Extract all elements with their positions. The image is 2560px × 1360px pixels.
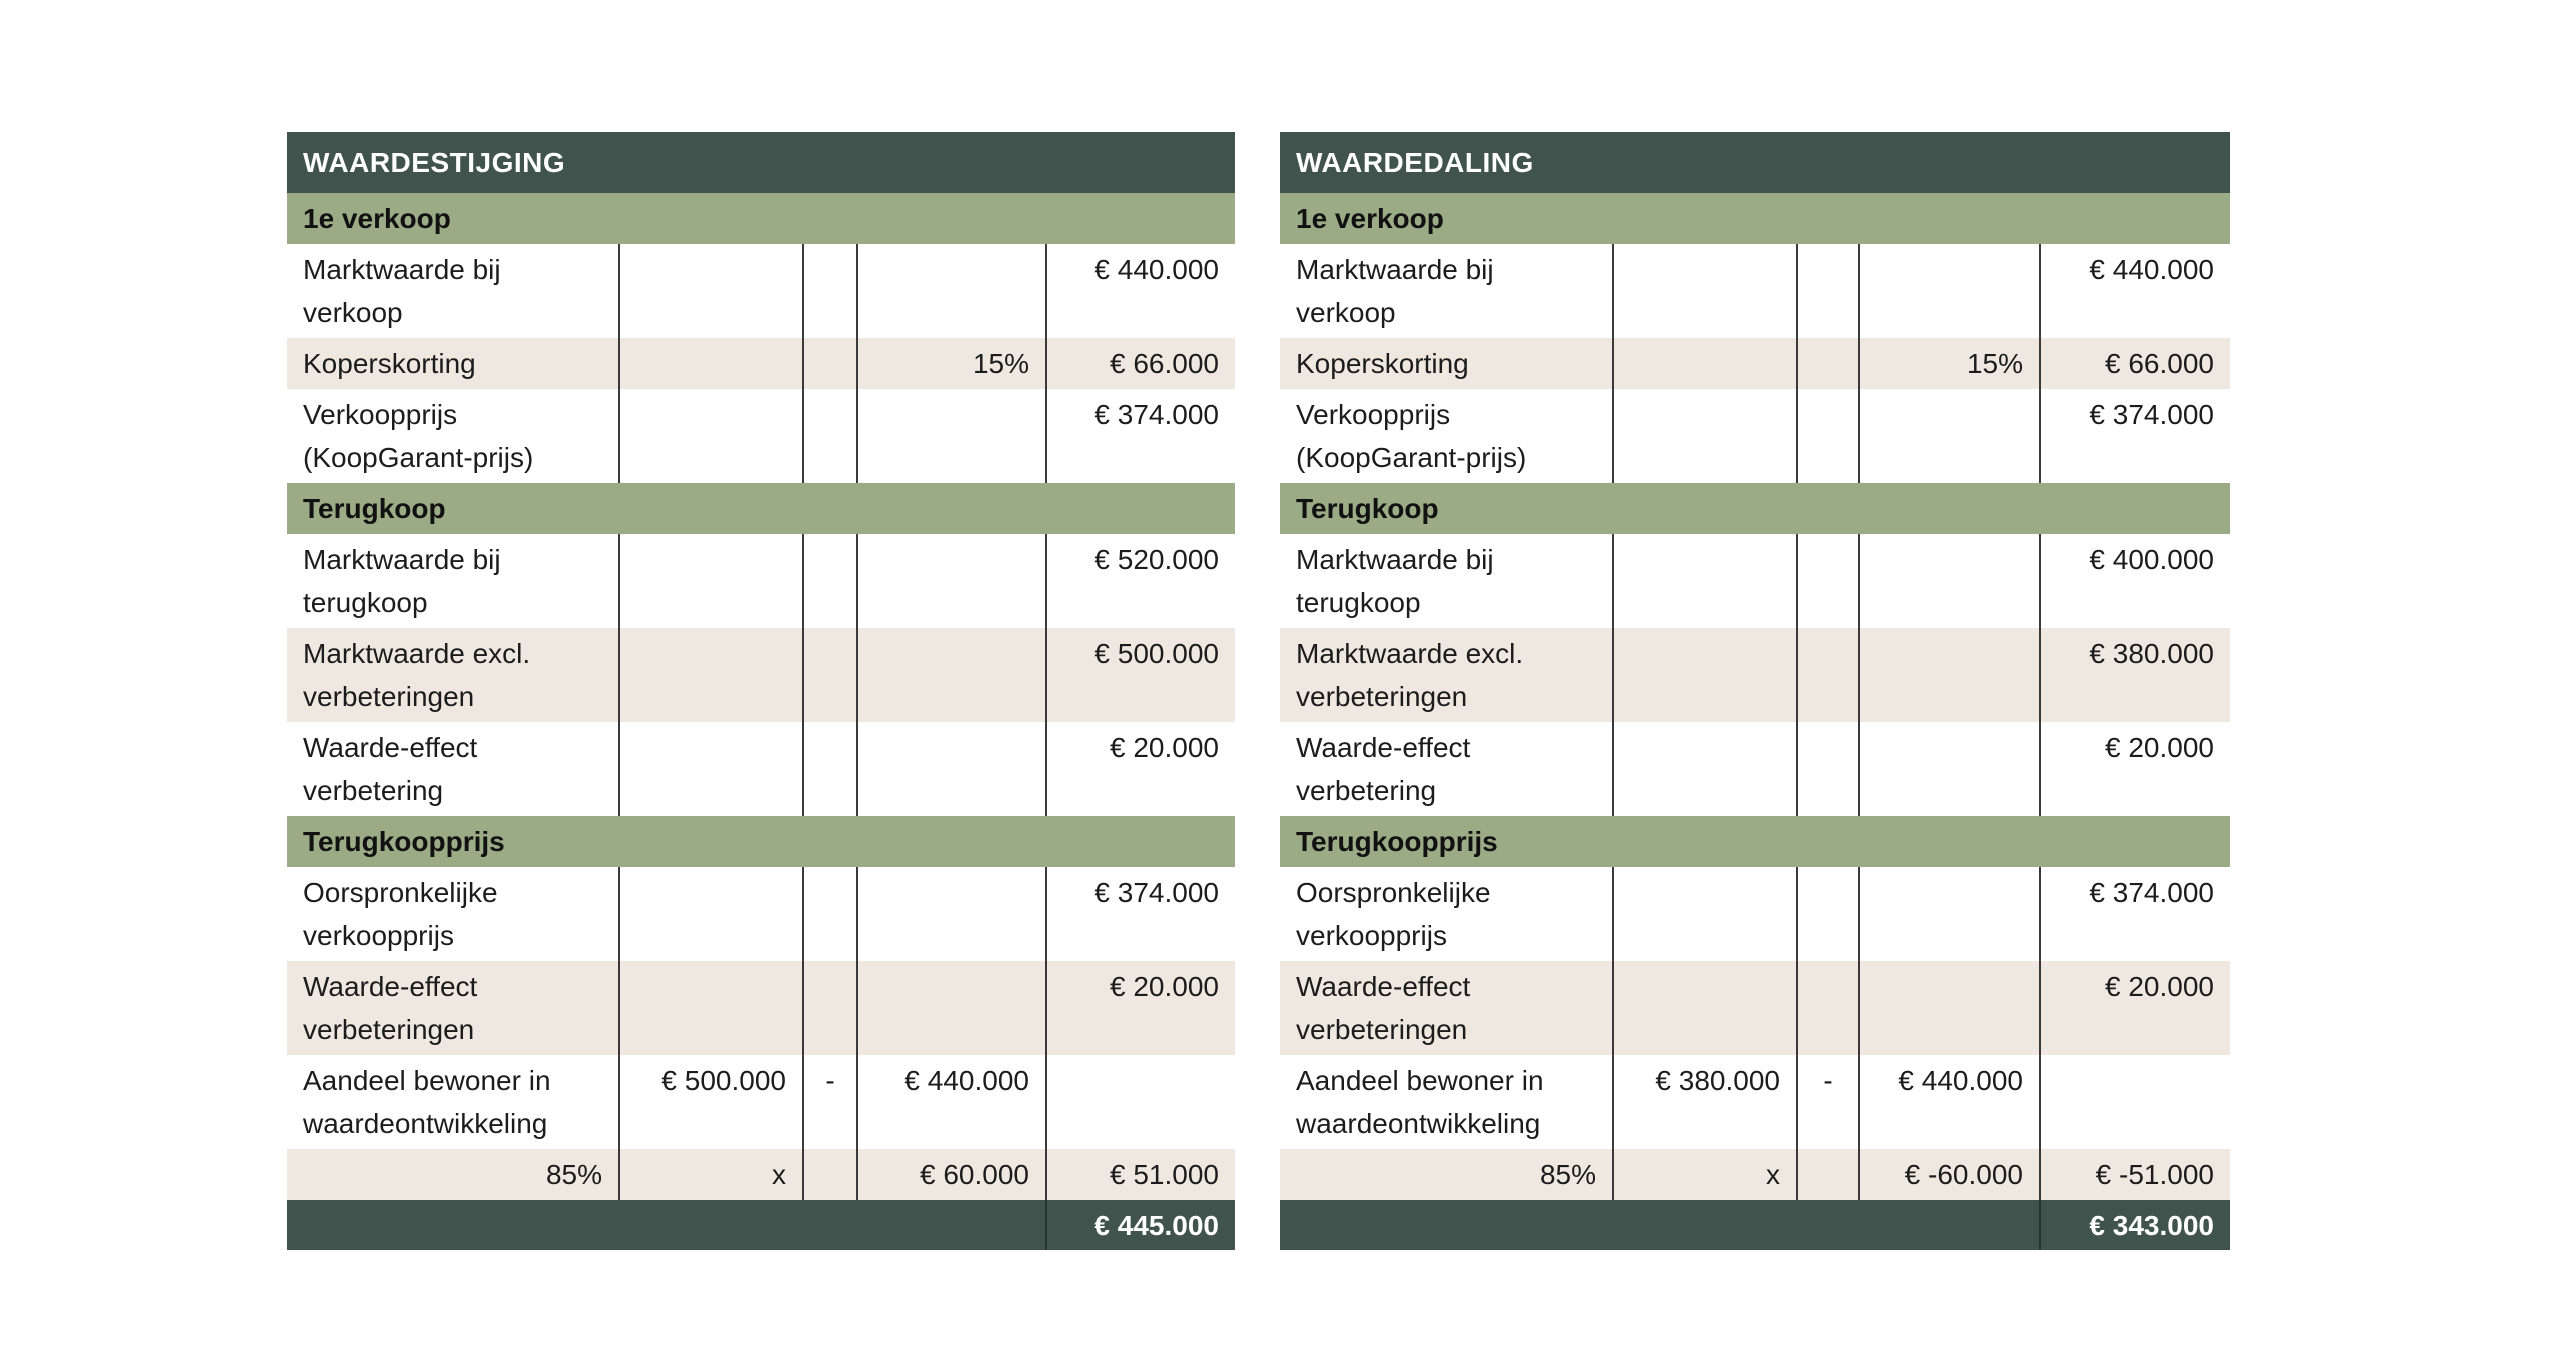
cell [1613,628,1797,722]
label-line: Waarde-effect [303,971,478,1002]
table-row [287,338,1235,389]
label-line: Aandeel bewoner in [303,1065,551,1096]
cell [1613,961,1797,1055]
minus-operator: - [1797,1055,1859,1149]
row-label [1280,534,1613,628]
row-value: € 20.000 [2040,961,2230,1055]
row-value: € 374.000 [1094,877,1219,908]
label-line: (KoopGarant-prijs) [303,442,534,473]
row-value: € 51.000 [1046,1149,1235,1200]
cell [1797,961,1859,1055]
total-value: € 445.000 [1046,1200,1235,1250]
cell [803,628,857,722]
cell [803,1149,857,1200]
cell [287,1200,619,1250]
label-line: verkoopprijs [1296,920,1447,951]
row-value: € 20.000 [1110,732,1219,763]
label-line: verbeteringen [303,1014,475,1045]
original-value-operand: € 440.000 [857,1055,1046,1149]
cell [1859,1200,2040,1250]
cell [619,534,803,628]
table-title: WAARDEDALING [1280,132,2230,193]
row-label [1280,244,1613,338]
cell [1280,1200,1613,1250]
label-line: terugkoop [1296,587,1421,618]
cell [803,244,857,338]
section-first-sale: 1e verkoop [1280,193,2230,244]
cell [1859,389,2040,483]
table-row [287,534,1235,628]
cell [1046,1055,1235,1149]
row-value: € 440.000 [2089,254,2214,285]
label-line: verkoop [1296,297,1396,328]
row-value: € 500.000 [1046,628,1235,722]
difference-value: € 60.000 [857,1149,1046,1200]
cell [803,338,857,389]
label-line: verbeteringen [303,681,475,712]
cell [1797,628,1859,722]
section-row [287,816,1235,867]
cell [1797,389,1859,483]
share-percent: 85% [1280,1149,1613,1200]
cell [619,867,803,961]
cell [619,389,803,483]
table-row [1280,1055,2230,1149]
label-line: Oorspronkelijke [303,877,498,908]
table-title: WAARDESTIJGING [287,132,1235,193]
cell [1613,1200,1797,1250]
label-line: waardeontwikkeling [303,1108,548,1139]
label-line: verbeteringen [1296,681,1468,712]
section-row [287,193,1235,244]
table-row [1280,1149,2230,1200]
cell [803,534,857,628]
row-value: € -51.000 [2040,1149,2230,1200]
cell [619,1200,803,1250]
label-line: Oorspronkelijke [1296,877,1491,908]
label-line: Verkoopprijs [1296,399,1451,430]
table-row [1280,867,2230,961]
discount-percent: 15% [857,338,1046,389]
label-line: Waarde-effect [1296,971,1471,1002]
row-value: € 374.000 [2089,399,2214,430]
row-label [287,1055,619,1149]
cell [2040,1055,2230,1149]
cell [619,338,803,389]
cell [857,628,1046,722]
discount-percent: 15% [1859,338,2040,389]
row-label: Koperskorting [287,338,619,389]
original-value-operand: € 440.000 [1859,1055,2040,1149]
cell [1797,722,1859,816]
cell [857,534,1046,628]
table-row [287,1149,1235,1200]
cell [619,961,803,1055]
label-line: Marktwaarde excl. [303,638,531,669]
table-title-row [287,132,1235,193]
cell [619,244,803,338]
minus-operator: - [803,1055,857,1149]
cell [619,722,803,816]
row-value: € 520.000 [1094,544,1219,575]
table-row [1280,244,2230,338]
cell [1613,534,1797,628]
label-line: Marktwaarde bij [303,544,501,575]
label-line: verbeteringen [1296,1014,1468,1045]
share-percent: 85% [287,1149,619,1200]
table-row [287,389,1235,483]
cell [1797,867,1859,961]
label-line: Marktwaarde excl. [1296,638,1524,669]
row-value: € 20.000 [2105,732,2214,763]
row-value: € 66.000 [1046,338,1235,389]
market-value-operand: € 380.000 [1613,1055,1797,1149]
value-increase-table [287,132,1235,1250]
cell [857,244,1046,338]
cell [1859,628,2040,722]
market-value-operand: € 500.000 [619,1055,803,1149]
multiply-operator: x [1613,1149,1797,1200]
table-row [287,1055,1235,1149]
table-row [1280,961,2230,1055]
table-row [1280,534,2230,628]
row-label [287,244,619,338]
cell [1859,961,2040,1055]
section-first-sale: 1e verkoop [287,193,1235,244]
label-line: Marktwaarde bij [1296,544,1494,575]
multiply-operator: x [619,1149,803,1200]
cell [1797,244,1859,338]
table-row [287,867,1235,961]
cell [1797,1200,1859,1250]
label-line: (KoopGarant-prijs) [1296,442,1527,473]
row-label [287,534,619,628]
label-line: Waarde-effect [1296,732,1471,763]
cell [857,961,1046,1055]
row-label [1280,867,1613,961]
label-line: waardeontwikkeling [1296,1108,1541,1139]
table-row [287,722,1235,816]
label-line: Verkoopprijs [303,399,458,430]
cell [803,1200,857,1250]
cell [1859,722,2040,816]
table-row [287,628,1235,722]
row-value: € 66.000 [2040,338,2230,389]
label-line: verbetering [303,775,444,806]
row-label [1280,722,1613,816]
label-line: verkoopprijs [303,920,454,951]
section-row [1280,483,2230,534]
cell [803,389,857,483]
section-row [287,483,1235,534]
label-line: Marktwaarde bij [303,254,501,285]
label-line: Aandeel bewoner in [1296,1065,1544,1096]
difference-value: € -60.000 [1859,1149,2040,1200]
row-value: € 374.000 [1094,399,1219,430]
cell [803,722,857,816]
total-value: € 343.000 [2040,1200,2230,1250]
row-label [1280,628,1613,722]
label-line: terugkoop [303,587,428,618]
row-label [287,389,619,483]
row-value: € 380.000 [2040,628,2230,722]
section-buyback: Terugkoop [1280,483,2230,534]
section-buyback-price: Terugkoopprijs [1280,816,2230,867]
cell [1797,338,1859,389]
total-row [1280,1200,2230,1250]
row-value: € 400.000 [2089,544,2214,575]
table-row [1280,628,2230,722]
cell [1797,1149,1859,1200]
section-row [1280,816,2230,867]
cell [1859,534,2040,628]
table-row [1280,722,2230,816]
cell [803,867,857,961]
cell [1613,867,1797,961]
cell [1859,244,2040,338]
cell [1613,389,1797,483]
row-value: € 20.000 [1046,961,1235,1055]
row-label [287,867,619,961]
cell [857,722,1046,816]
cell [1613,722,1797,816]
cell [803,961,857,1055]
cell [619,628,803,722]
table-title-row [1280,132,2230,193]
cell [1859,867,2040,961]
row-label [1280,1055,1613,1149]
row-label: Koperskorting [1280,338,1613,389]
label-line: Waarde-effect [303,732,478,763]
cell [857,389,1046,483]
label-line: verkoop [303,297,403,328]
total-row [287,1200,1235,1250]
row-value: € 440.000 [1094,254,1219,285]
cell [1613,244,1797,338]
cell [1613,338,1797,389]
value-decrease-table [1280,132,2230,1250]
table-row [287,244,1235,338]
cell [1797,534,1859,628]
row-label [287,722,619,816]
label-line: verbetering [1296,775,1437,806]
row-label [1280,961,1613,1055]
section-buyback: Terugkoop [287,483,1235,534]
cell [857,1200,1046,1250]
cell [857,867,1046,961]
table-row [1280,389,2230,483]
row-label [287,961,619,1055]
section-buyback-price: Terugkoopprijs [287,816,1235,867]
table-row [287,961,1235,1055]
section-row [1280,193,2230,244]
row-value: € 374.000 [2089,877,2214,908]
label-line: Marktwaarde bij [1296,254,1494,285]
row-label [1280,389,1613,483]
table-row [1280,338,2230,389]
row-label [287,628,619,722]
